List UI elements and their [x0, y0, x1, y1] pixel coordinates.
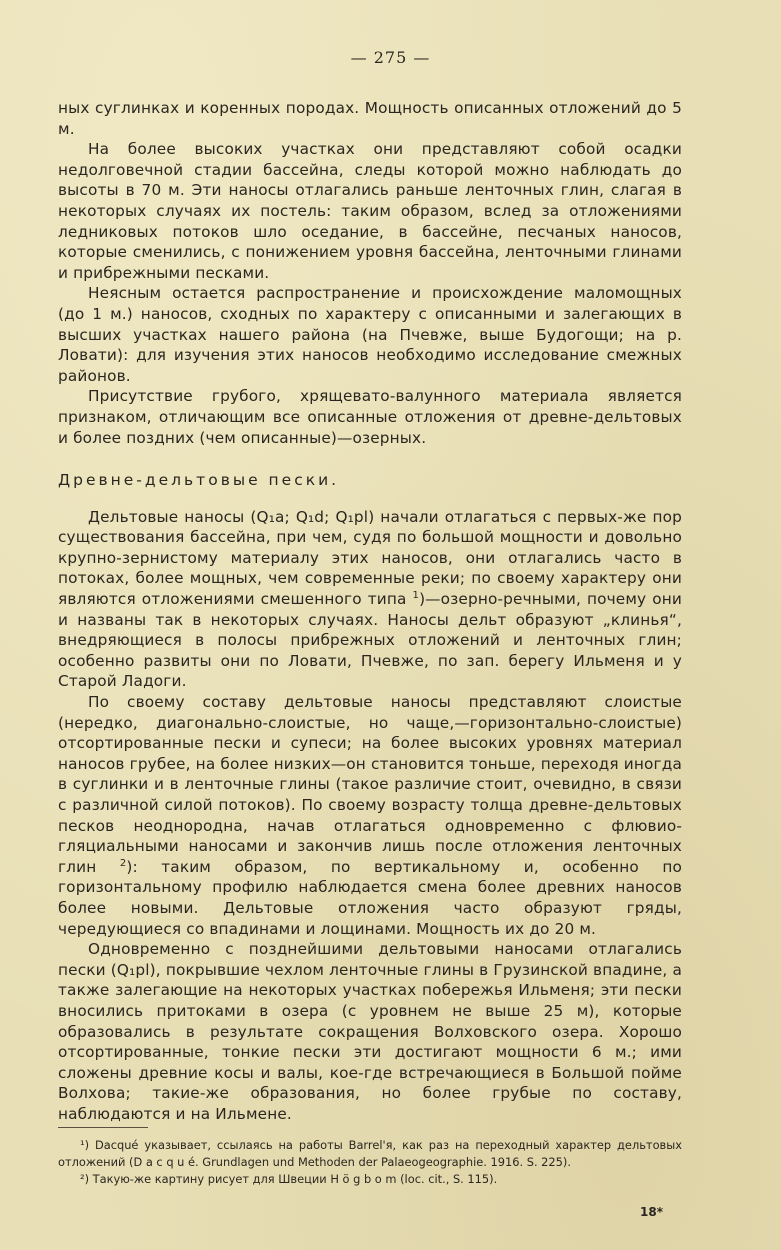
- page-number: — 275 —: [350, 48, 431, 67]
- footnotes: [58, 1137, 682, 1188]
- footnote: ¹) Dacqué указывает, ссылаясь на работы Barrel'я, как раз на переходный характер дельтовых отложений (D a c q u é. Grundlagen und Methoden der Palaeogeographie. 1916. S. 225).: [58, 1138, 682, 1169]
- paragraph: [58, 507, 682, 692]
- footnote-divider: [58, 1127, 148, 1128]
- footnote-ref: 2: [119, 857, 127, 869]
- main-text: [58, 98, 682, 1125]
- paragraph: На более высоких участках они представляют собой осадки недолговечной стадии бассейна, следы которой можно наблюдать до высоты в 70 м. Эти наносы отлагались раньше ленточных глин, слагая в некоторых случаях их постель: таким образом, вслед за отложениями ледниковых потоков шло оседание, в бассейне, песчаных наносов, которые сменились, с понижением уровня бассейна, ленточными глинами и прибрежными песками.: [58, 140, 682, 282]
- paragraph-continuation: ных суглинках и коренных породах. Мощность описанных отложений до 5 м.: [58, 99, 682, 138]
- paragraph-text: ): таким образом, по вертикальному и, особенно по горизонтальному профилю наблюдается смена более древних наносов более новыми. Дельтовые отложения часто образуют гряды, чередующиеся со впадинами и лощинами. Мощность их до 20 м.: [58, 857, 682, 938]
- paragraph: Неясным остается распространение и происхождение маломощных (до 1 м.) наносов, сходных по характеру с описанными и залегающих в высших участках нашего района (на Пчевже, выше Будогощи; на р. Ловати): для изучения этих наносов необходимо исследование смежных районов.: [58, 284, 682, 385]
- paragraph-text: Дельтовые наносы (Q₁a; Q₁d; Q₁pl) начали отлагаться с первых-же пор существования бассейна, при чем, судя по большой мощности и довольно крупно-зернистому материалу этих наносов, они отлагались часто в потоках, более мощных, чем современные реки; по своему характеру они являются отложениями смешенного типа: [58, 507, 682, 609]
- signature-mark: 18*: [640, 1205, 663, 1219]
- footnote-ref: 1: [412, 589, 420, 601]
- paragraph-text: По своему составу дельтовые наносы представляют слоистые (нередко, диагонально-слоистые, но чаще,—горизонтально-слоистые) отсортированные пески и супеси; на более высоких уровнях материал наносов грубее, на более низких—он становится тоньше, переходя иногда в суглинки и в ленточные глины (такое различие стоит, очевидно, в связи с различной силой потоков). По своему возрасту толща древне-дельтовых песков неоднородна, начав отлагаться одновременно с флювио-гляциальными наносами и закончив лишь после отложения ленточных глин: [58, 693, 682, 876]
- paragraph: [58, 692, 682, 939]
- paragraph: Одновременно с позднейшими дельтовыми наносами отлагались пески (Q₁pl), покрывшие чехлом ленточные глины в Грузинской впадине, а также залегающие на некоторых участках побережья Ильменя; эти пески вносились притоками в озера (с уровнем не выше 25 м), которые образовались в результате сокращения Волховского озера. Хорошо отсортированные, тонкие пески эти достигают мощности 6 м.; ими сложены древние косы и валы, кое-где встречающиеся в Большой пойме Волхова; такие-же образования, но более грубые по составу, наблюдаются и на Ильмене.: [58, 940, 682, 1123]
- section-title: Древне-дельтовые пески.: [58, 471, 340, 490]
- paragraph-text: )—озерно-речными, почему они и названы так в некоторых случаях. Наносы дельт образуют „клинья“, внедряющиеся в полосы прибрежных отложений и ленточных глин; особенно развиты они по Ловати, Пчевже, по зап. берегу Ильменя и у Старой Ладоги.: [58, 590, 683, 691]
- footnote: ²) Такую-же картину рисует для Швеции H ö g b o m (loc. cit., S. 115).: [80, 1172, 498, 1186]
- paragraph: Присутствие грубого, хрящевато-валунного материала является признаком, отличающим все описанные отложения от древне-дельтовых и более поздних (чем описанные)—озерных.: [58, 387, 682, 447]
